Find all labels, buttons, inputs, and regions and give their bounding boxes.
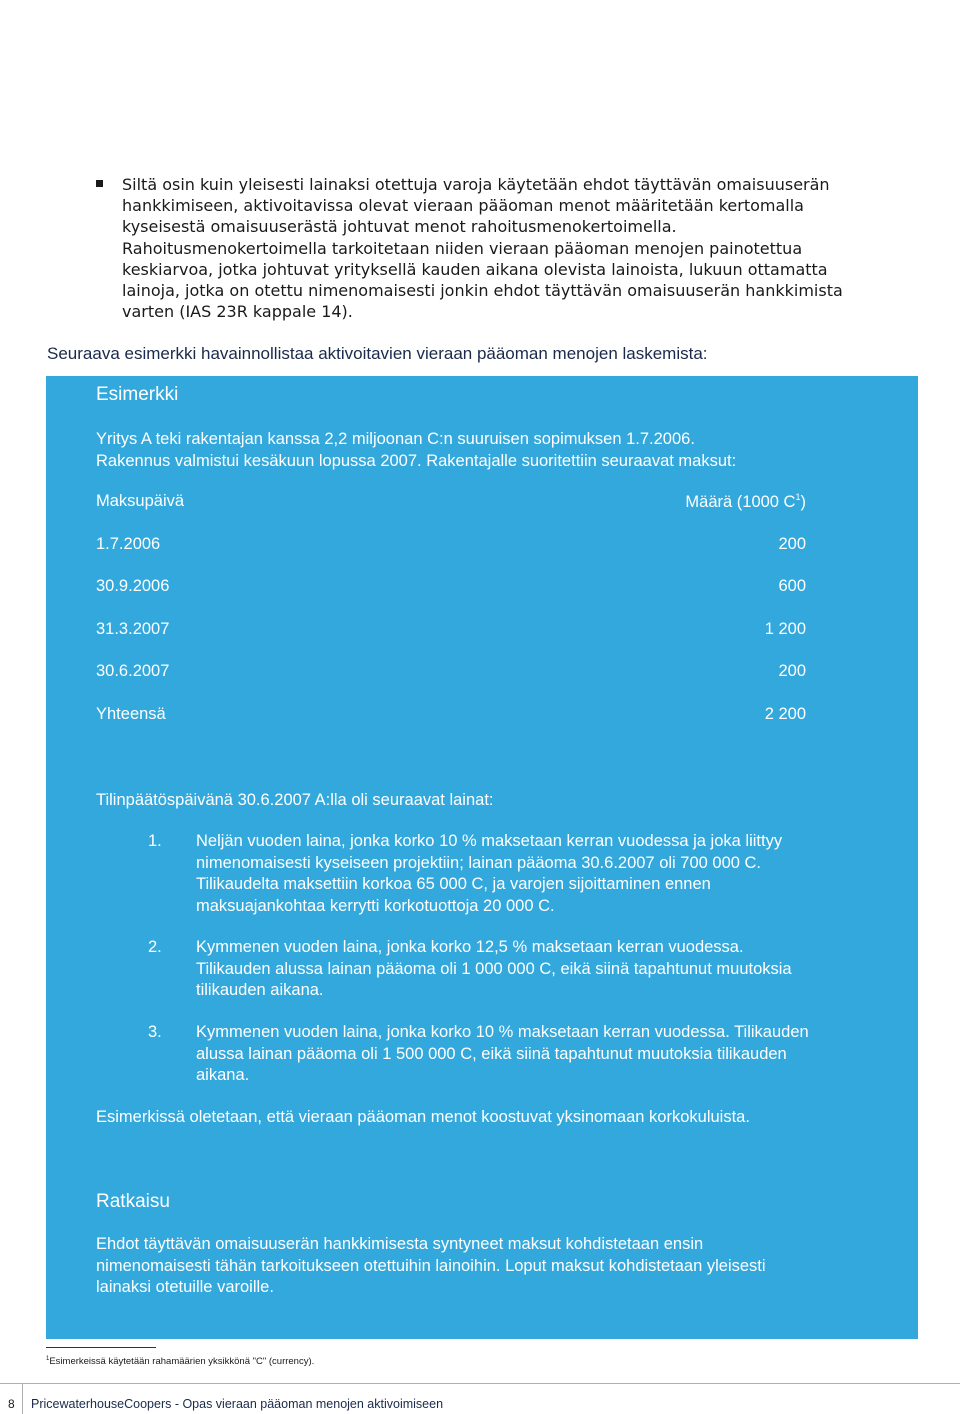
payment-row [96, 620, 806, 642]
example-line-1: Yritys A teki rakentajan kanssa 2,2 miljoonan C:n suuruisen sopimuksen 1.7.2006. [96, 430, 695, 448]
payment-amount: 200 [778, 535, 806, 553]
footnote-text: Esimerkeissä käytetään rahamäärien yksikkönä "C" (currency). [49, 1356, 315, 1367]
example-box [46, 376, 918, 1339]
payment-date: 1.7.2006 [96, 535, 161, 553]
page-number: 8 [8, 1397, 15, 1411]
payment-amount: 200 [778, 662, 806, 680]
payment-amount: 1 200 [764, 620, 806, 638]
loans-intro: Tilinpäätöspäivänä 30.6.2007 A:lla oli seuraavat lainat: [96, 791, 494, 809]
payment-amount: 600 [778, 577, 806, 595]
loan-text: Neljän vuoden laina, jonka korko 10 % maksetaan kerran vuodessa ja joka liittyy nimenomaisesti kyseiseen projektiin; lainan pääoma 30.6.2007 oli 700 000 C. Tilikaudelta maksettiin korkoa 65 000 C, ja varojen sijoittaminen ennen maksuajankohtaa kerrytti korkotuottoja 20 000 C. [196, 832, 783, 915]
loan-item [96, 937, 816, 1002]
footnote-ref: 1 [795, 492, 801, 502]
bullet-paragraph-2: Rahoitusmenokertoimella tarkoitetaan niiden vieraan pääoman menojen painotettua keskiarvoa, jotka johtuvat yrityksellä kauden aikana olevista lainoista, lukuun ottamatta lainoja, jotka on otettu nimenomaisesti jonkin ehdot täyttävän omaisuuserän hankkimista varten (IAS 23R kappale 14). [122, 238, 843, 322]
payment-date: 31.3.2007 [96, 620, 170, 638]
total-label: Yhteensä [96, 705, 166, 723]
payment-date: 30.9.2006 [96, 577, 170, 595]
example-description [96, 429, 856, 472]
payment-date: 30.6.2007 [96, 662, 170, 680]
payments-total-row [96, 705, 806, 727]
footnote [46, 1356, 314, 1367]
footer-separator [22, 1384, 23, 1414]
bullet-list-item [96, 174, 856, 322]
footer-title: PricewaterhouseCoopers - Opas vieraan pääoman menojen aktivoimiseen [31, 1397, 444, 1411]
total-amount: 2 200 [764, 705, 806, 723]
bullet-square-icon [96, 180, 103, 187]
date-column-header: Maksupäivä [96, 492, 185, 510]
solution-heading: Ratkaisu [96, 1191, 170, 1212]
example-intro: Seuraava esimerkki havainnollistaa aktivoitavien vieraan pääoman menojen laskemista: [47, 344, 708, 363]
footer-divider [0, 1383, 960, 1384]
solution-text: Ehdot täyttävän omaisuuserän hankkimisesta syntyneet maksut kohdistetaan ensin nimenomaisesti tähän tarkoitukseen otettuihin lainoihin. Loput maksut kohdistetaan yleisesti lainaksi otetuille varoille. [96, 1235, 766, 1296]
example-line-2: Rakennus valmistui kesäkuun lopussa 2007. Rakentajalle suoritettiin seuraavat maksut: [96, 451, 737, 470]
loan-text: Kymmenen vuoden laina, jonka korko 12,5 % maksetaan kerran vuodessa. Tilikauden alussa lainan pääoma oli 1 000 000 C, eikä siinä tapahtunut muutoksia tilikauden aikana. [196, 938, 792, 999]
loan-number: 1. [148, 832, 162, 850]
payment-row [96, 662, 806, 684]
loan-item [96, 1022, 816, 1087]
amount-column-header: Määrä (1000 $C^1$) [685, 492, 806, 511]
footnote-marker: 1 [46, 1356, 50, 1362]
payment-row [96, 577, 806, 599]
payments-table-header [96, 492, 806, 514]
loan-text: Kymmenen vuoden laina, jonka korko 10 % maksetaan kerran vuodessa. Tilikauden alussa lainan pääoma oli 1 500 000 C, eikä siinä tapahtunut muutoksia tilikauden aikana. [196, 1023, 809, 1084]
loan-item [96, 831, 816, 917]
loan-number: 3. [148, 1023, 162, 1041]
loan-number: 2. [148, 938, 162, 956]
bullet-paragraph-1: Siltä osin kuin yleisesti lainaksi otettuja varoja käytetään ehdot täyttävän omaisuuserän hankkimiseen, aktivoitavissa olevat vieraan pääoman menot määritetään kertomalla kyseisestä omaisuuserästä johtuvat menot rahoitusmenokertoimella. [122, 175, 830, 237]
example-heading: Esimerkki [96, 384, 179, 405]
payment-row [96, 535, 806, 557]
footnote-divider [46, 1347, 156, 1348]
example-assumption: Esimerkissä oletetaan, että vieraan pääoman menot koostuvat yksinomaan korkokuluista. [96, 1108, 750, 1126]
